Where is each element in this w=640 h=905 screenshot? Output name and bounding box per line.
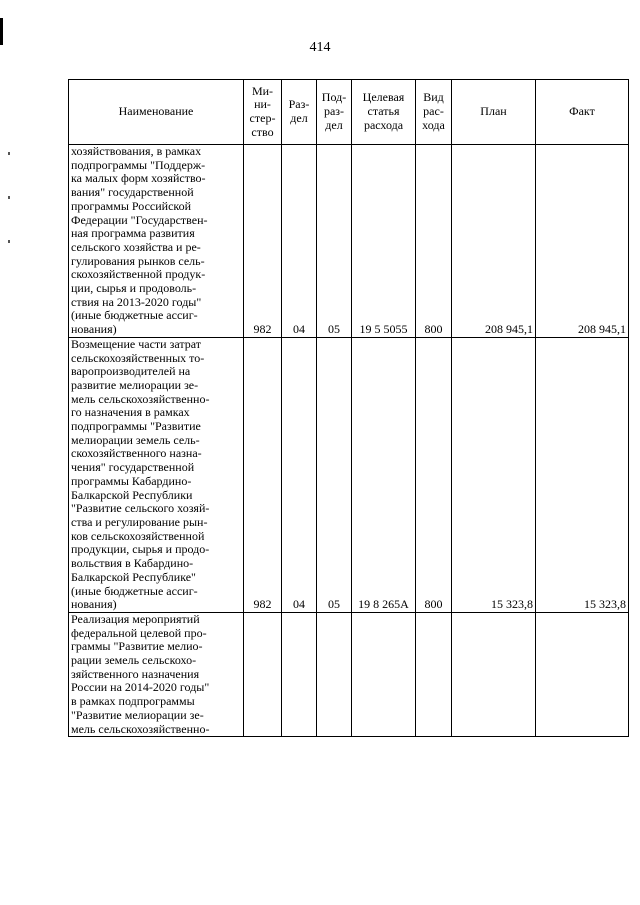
row-empty-cell (352, 612, 416, 736)
header-subsection: Под- раз- дел (317, 80, 352, 145)
row-name: Реализация мероприятий федеральной целевой про- граммы "Развитие мелио- рации земель сельскохо- зяйственного назначения России на 2014-2020 годы" в рамках подпрограммы "Развитие мелиорации зе- мель сельскохозяйственно- (69, 612, 244, 736)
row-empty-cell (317, 612, 352, 736)
row-ministry: 982 (244, 145, 282, 338)
budget-table (68, 79, 629, 737)
page-number: 414 (309, 40, 331, 55)
row-expense-type: 800 (416, 145, 452, 338)
scan-edge-dot (8, 196, 10, 199)
row-name: хозяйствования, в рамках подпрограммы "Поддерж- ка малых форм хозяйство- вания" государственной программы Российской Федерации "Государствен- ная программа развития сельского хозяйства и ре- гулирования рынков сель- скохозяйственной продук- ции, сырья и продоволь- ствия на 2013-2020 годы" (иные бюджетные ассиг- нования) (69, 145, 244, 338)
row-name: Возмещение части затрат сельскохозяйственных то- варопроизводителей на развитие мелиорации зе- мель сельскохозяйственно- го назначения в рамках подпрограммы "Развитие мелиорации земель сель- скохозяйственного назна- чения" государственной программы Кабардино- Балкарской Республики "Развитие сельского хозяй- ства и регулирование рын- ков сельскохозяйственной продукции, сырья и продо- вольствия в Кабардино- Балкарской Республике" (иные бюджетные ассиг- нования) (69, 337, 244, 612)
header-target-item: Целевая статья расхода (352, 80, 416, 145)
row-empty-cell (536, 612, 629, 736)
header-plan: План (452, 80, 536, 145)
row-plan: 208 945,1 (452, 145, 536, 338)
table-row (69, 612, 629, 736)
row-target-item: 19 8 265А (352, 337, 416, 612)
row-expense-type: 800 (416, 337, 452, 612)
row-empty-cell (282, 612, 317, 736)
row-subsection: 05 (317, 337, 352, 612)
header-expense-type: Вид рас- хода (416, 80, 452, 145)
row-section: 04 (282, 337, 317, 612)
row-empty-cell (416, 612, 452, 736)
row-fact: 208 945,1 (536, 145, 629, 338)
row-subsection: 05 (317, 145, 352, 338)
header-name: Наименование (69, 80, 244, 145)
table-row (69, 145, 629, 338)
table-header-row (69, 80, 629, 145)
header-ministry: Ми- ни- стер- ство (244, 80, 282, 145)
row-empty-cell (452, 612, 536, 736)
row-section: 04 (282, 145, 317, 338)
table-row (69, 337, 629, 612)
row-fact: 15 323,8 (536, 337, 629, 612)
row-plan: 15 323,8 (452, 337, 536, 612)
header-section: Раз- дел (282, 80, 317, 145)
row-ministry: 982 (244, 337, 282, 612)
row-empty-cell (244, 612, 282, 736)
scan-edge-dot (8, 240, 10, 243)
scan-edge-dot (8, 152, 10, 155)
row-target-item: 19 5 5055 (352, 145, 416, 338)
header-fact: Факт (536, 80, 629, 145)
